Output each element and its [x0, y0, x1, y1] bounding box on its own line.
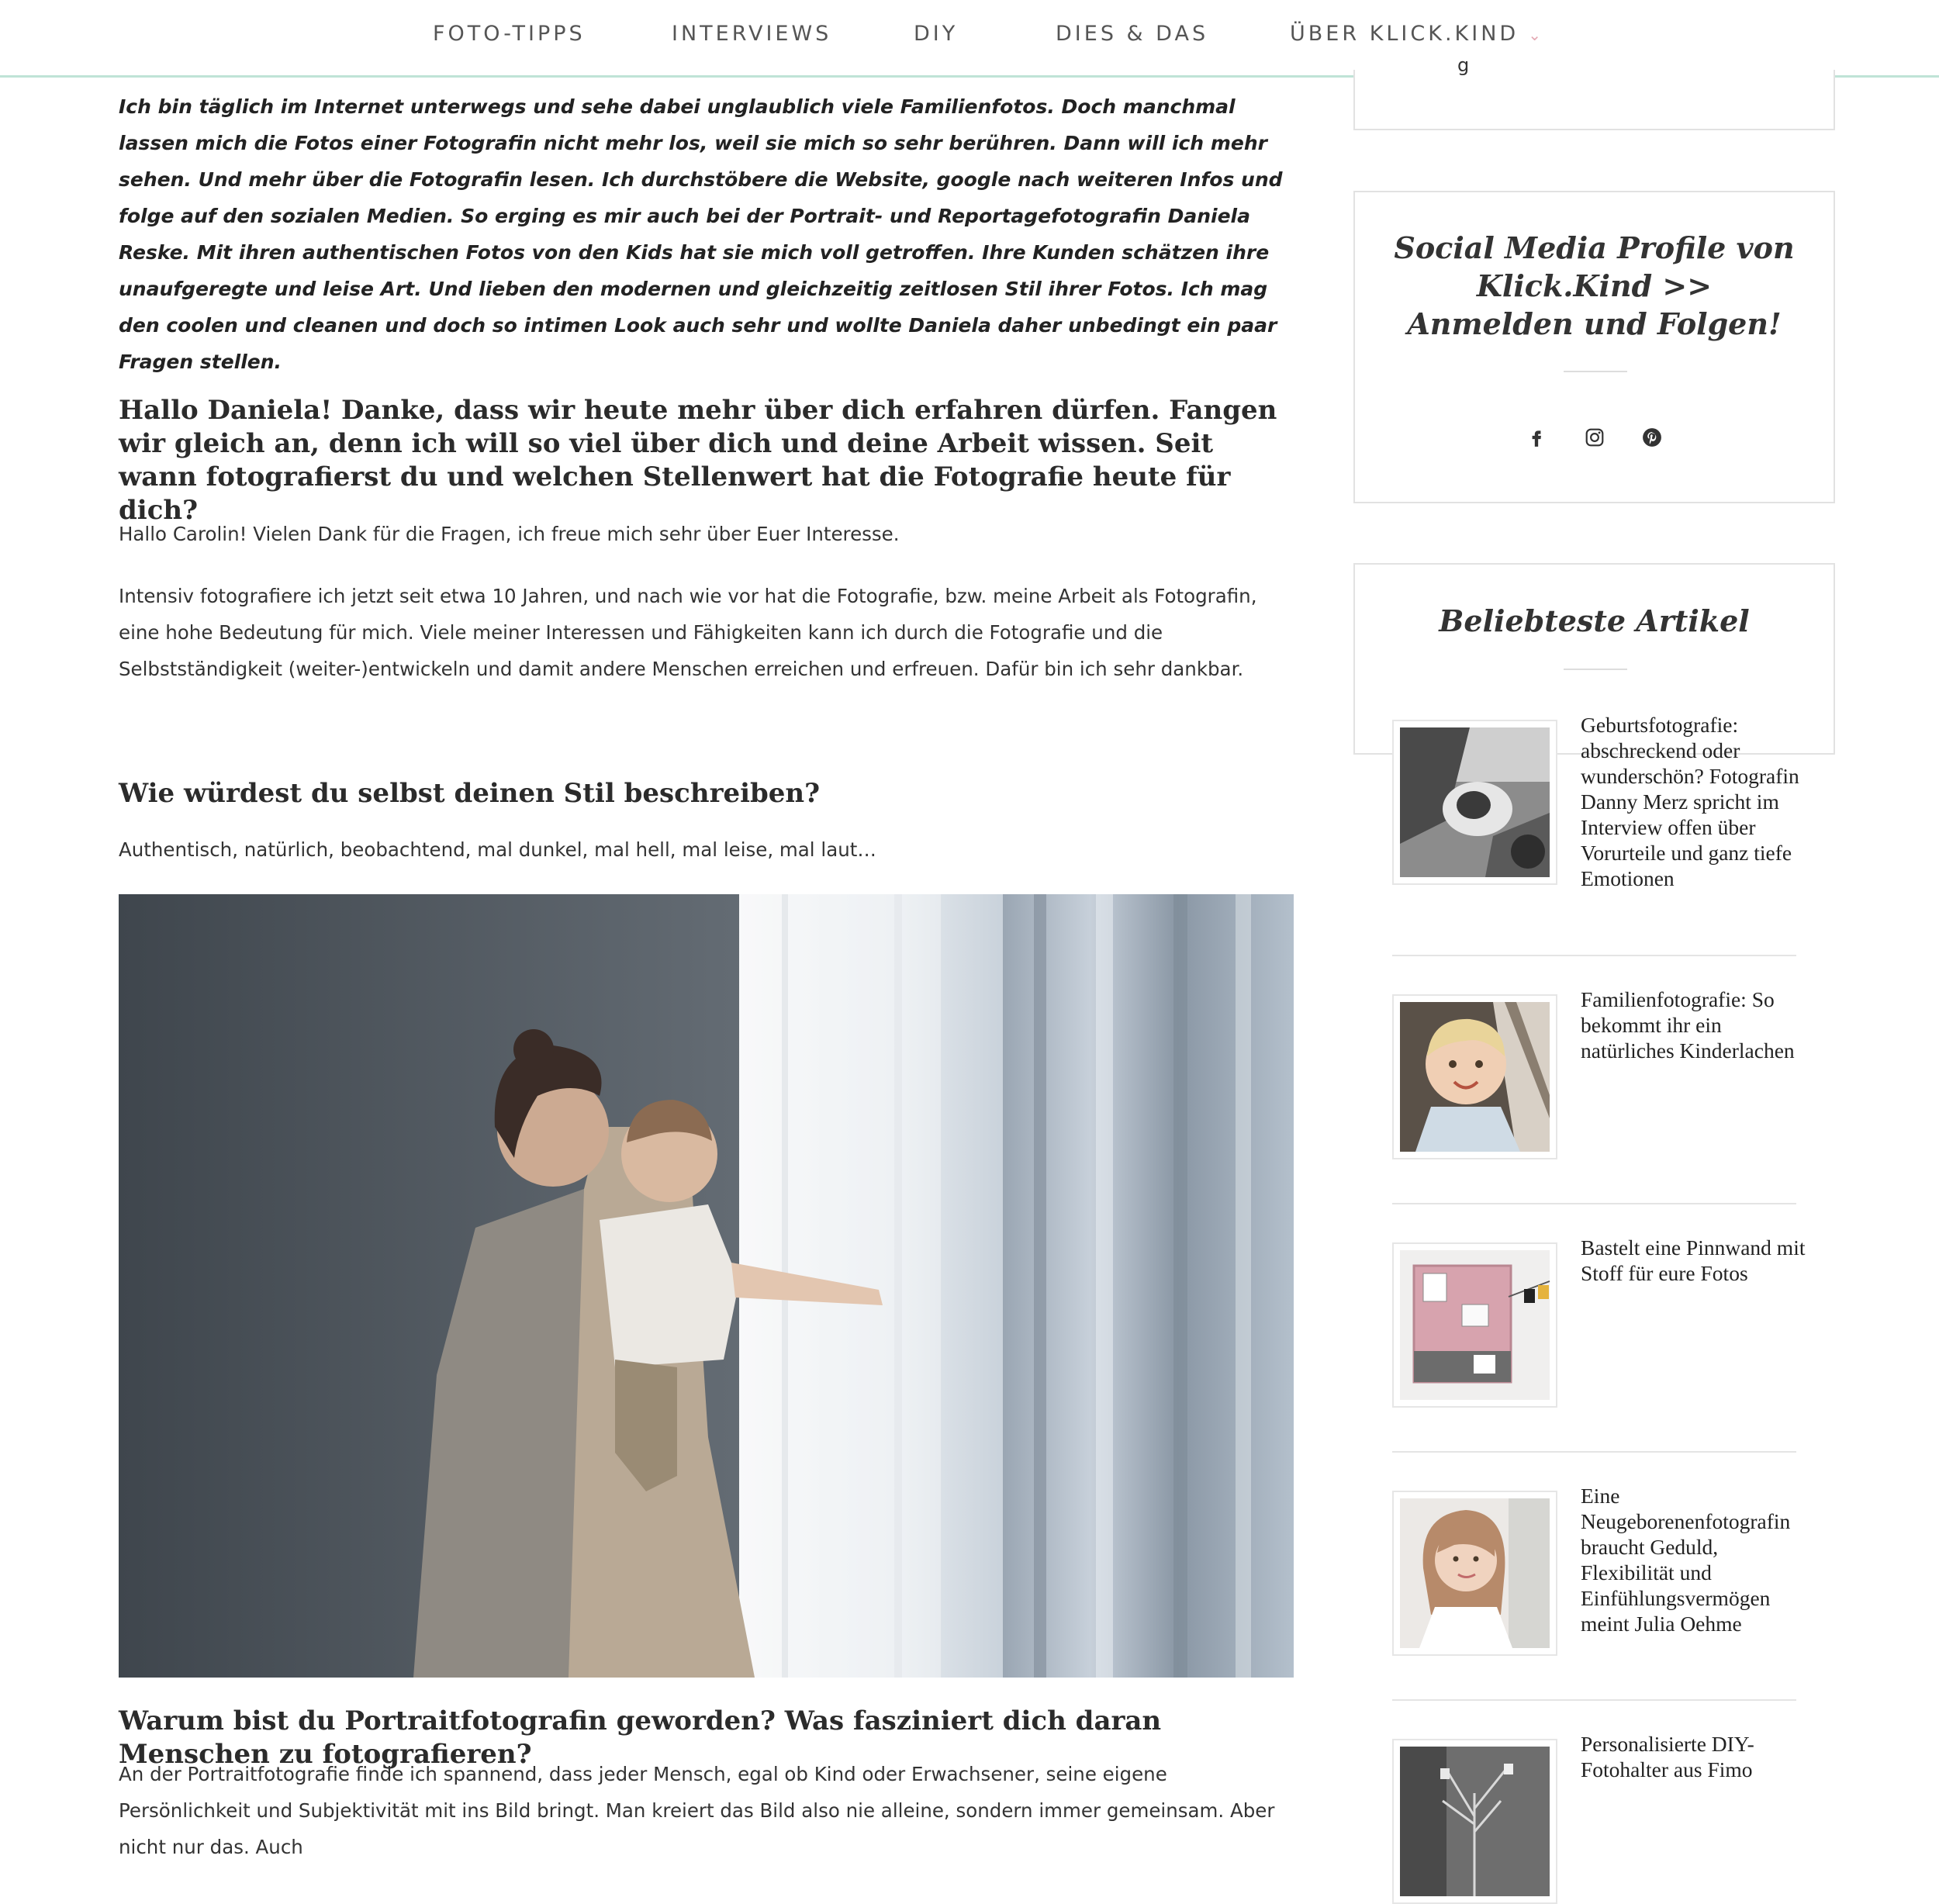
nav-item-label: ÜBER KLICK.KIND	[1290, 22, 1519, 46]
article-thumbnail[interactable]	[1392, 1491, 1557, 1656]
item-divider	[1392, 1451, 1796, 1453]
nav-item-interviews[interactable]: INTERVIEWS	[672, 22, 832, 46]
item-divider	[1392, 1203, 1796, 1204]
popular-article-title[interactable]: Eine Neugeborenenfotografin braucht Geduld, Flexibilität und Einfühlungsvermögen meint Julia Oehme	[1581, 1484, 1791, 1636]
facebook-icon[interactable]	[1519, 420, 1554, 454]
nav-item-dies-und-das[interactable]: DIES & DAS	[1056, 22, 1209, 46]
main-navigation	[0, 0, 1939, 78]
social-widget-title: Social Media Profile von Klick.Kind >> Anmelden und Folgen!	[1394, 230, 1795, 341]
article-intro: Ich bin täglich im Internet unterwegs und sehe dabei unglaublich viele Familienfotos. Doch manchmal lassen mich die Fotos einer Fotografin nicht mehr los, weil sie mich so sehr berühren. Dann will ich mehr sehen. Und mehr über die Fotografin lesen. Ich durchstöbere die Website, google nach weiteren Infos und folge auf den sozialen Medien. So erging es mir auch bei der Portrait- und Reportagefotografin Daniela Reske. Mit ihren authentischen Fotos von den Kids hat sie mich voll getroffen. Ihre Kunden schätzen ihre unaufgeregte und leise Art. Und lieben den modernen und gleichzeitig zeitlosen Stil ihrer Fotos. Ich mag den coolen und cleanen und doch so intimen Look auch sehr und wollte Daniela daher unbedingt ein paar Fragen stellen.	[119, 95, 1283, 373]
sidebar-widget-partial	[1353, 54, 1835, 130]
chevron-down-icon[interactable]: ⌄	[1528, 26, 1544, 44]
interview-question: Hallo Daniela! Danke, dass wir heute mehr über dich erfahren dürfen. Fangen wir gleich an, denn ich will so viel über dich und deine Arbeit wissen. Seit wann fotografierst du und welchen Stellenwert hat die Fotografie heute für dich?	[119, 395, 1277, 526]
nav-item-foto-tipps[interactable]: FOTO-TIPPS	[433, 22, 586, 46]
widget-divider	[1564, 669, 1627, 670]
popular-article-title[interactable]: Bastelt eine Pinnwand mit Stoff für eure Fotos	[1581, 1235, 1806, 1285]
article-photo	[119, 894, 1294, 1678]
widget-divider	[1564, 371, 1627, 372]
article-thumbnail[interactable]	[1392, 1242, 1557, 1408]
interview-question: Wie würdest du selbst deinen Stil beschreiben?	[119, 778, 821, 809]
popular-widget-title: Beliebteste Artikel	[1439, 603, 1750, 638]
social-media-widget	[1353, 191, 1835, 503]
instagram-icon[interactable]	[1578, 420, 1612, 454]
popular-article-title[interactable]: Geburtsfotografie: abschreckend oder wunderschön? Fotografin Danny Merz spricht im Interview offen über Vorurteile und ganz tiefe Emotionen	[1581, 713, 1799, 890]
interview-answer-paragraph: Authentisch, natürlich, beobachtend, mal dunkel, mal hell, mal leise, mal laut…	[119, 838, 876, 861]
item-divider	[1392, 1699, 1796, 1701]
popular-article-title[interactable]: Personalisierte DIY-Fotohalter aus Fimo	[1581, 1732, 1754, 1781]
popular-article-title[interactable]: Familienfotografie: So bekommt ihr ein natürliches Kinderlachen	[1581, 987, 1795, 1063]
item-divider	[1392, 955, 1796, 956]
nav-item-diy[interactable]: DIY	[914, 22, 959, 46]
partial-widget-text: g	[1457, 54, 1470, 76]
article-thumbnail[interactable]	[1392, 994, 1557, 1159]
nav-item-ueber-klick-kind[interactable]	[1290, 22, 1544, 46]
interview-question: Warum bist du Portraitfotografin geworden? Was fasziniert dich daran Menschen zu fotografieren?	[119, 1705, 1162, 1770]
pinterest-icon[interactable]	[1635, 420, 1669, 454]
interview-answer-paragraph: Hallo Carolin! Vielen Dank für die Fragen, ich freue mich sehr über Euer Interesse.	[119, 523, 900, 545]
interview-answer-paragraph: Intensiv fotografiere ich jetzt seit etwa 10 Jahren, und nach wie vor hat die Fotografie, bzw. meine Arbeit als Fotografin, eine hohe Bedeutung für mich. Viele meiner Interessen und Fähigkeiten kann ich durch die Fotografie und die Selbstständigkeit (weiter-)entwickeln und damit andere Menschen erreichen und erfreuen. Dafür bin ich sehr dankbar.	[119, 585, 1257, 680]
interview-answer-paragraph: An der Portraitfotografie finde ich spannend, dass jeder Mensch, egal ob Kind oder Erwachsener, seine eigene Persönlichkeit und Subjektivität mit ins Bild bringt. Man kreiert das Bild also nie alleine, sondern immer gemeinsam. Aber nicht nur das. Auch	[119, 1763, 1275, 1858]
article-thumbnail[interactable]	[1392, 720, 1557, 885]
article-thumbnail[interactable]	[1392, 1739, 1557, 1904]
